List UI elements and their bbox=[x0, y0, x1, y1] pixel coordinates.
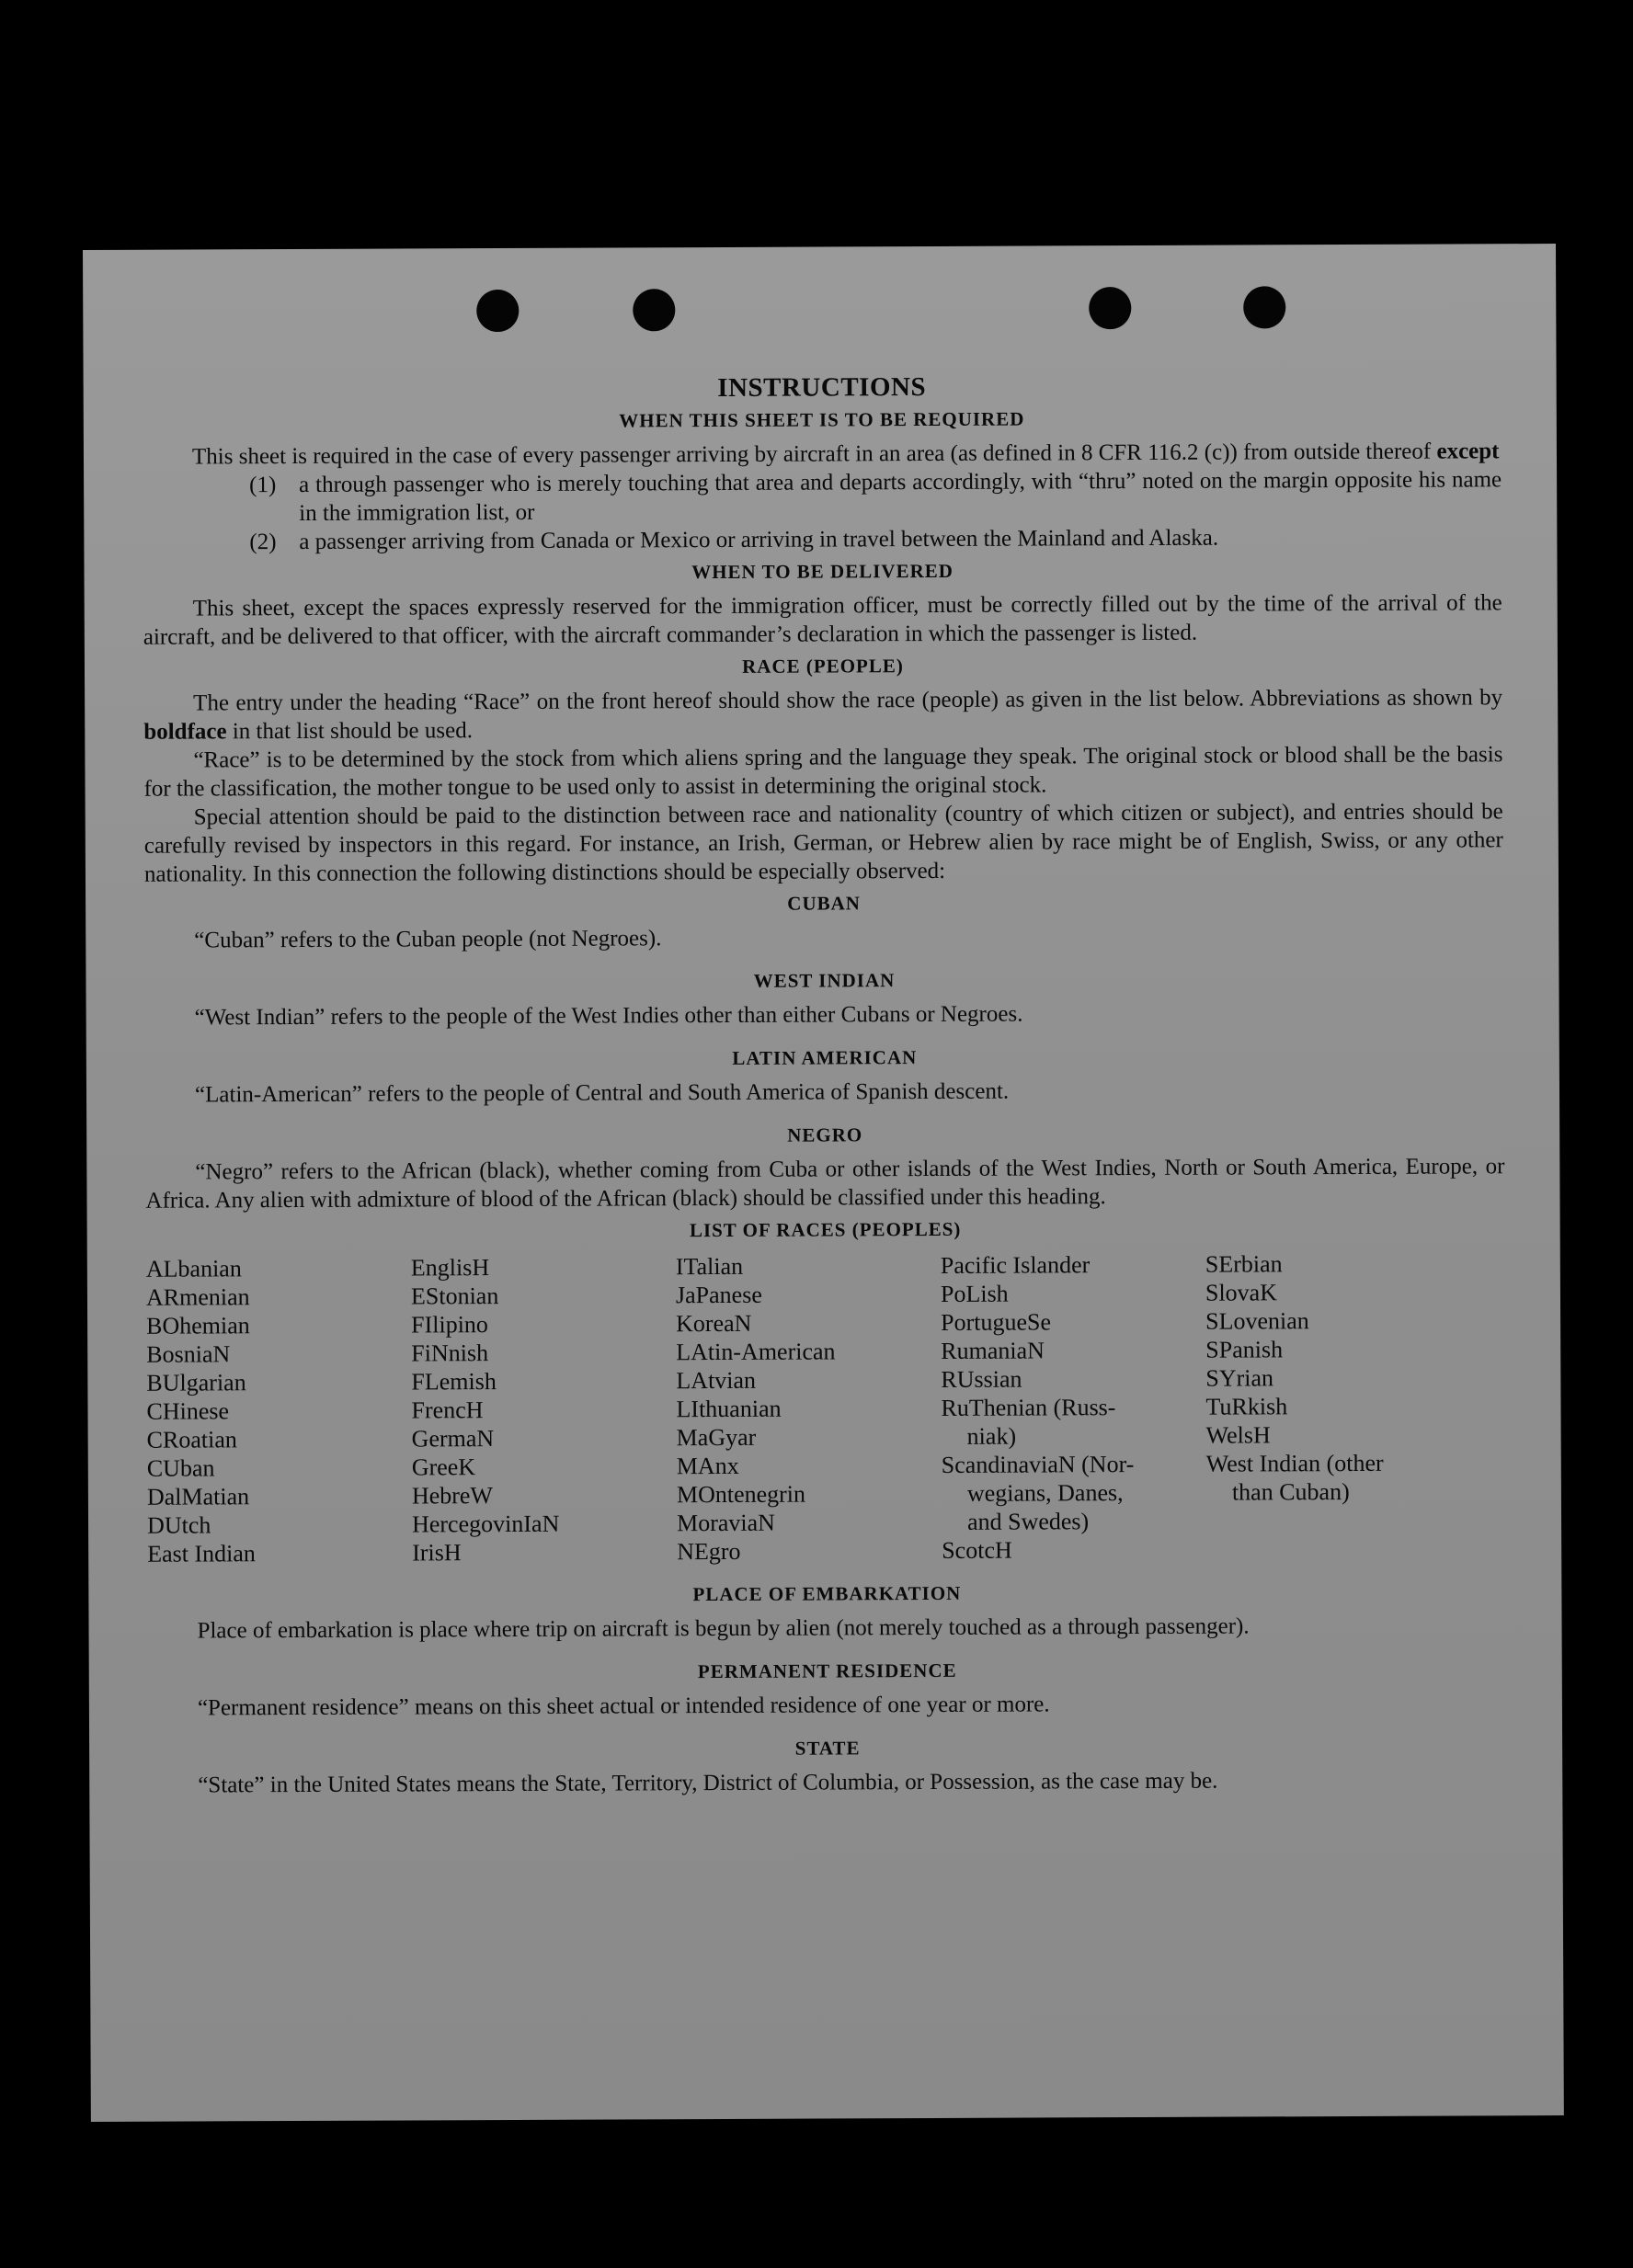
race-entry: DUtch bbox=[146, 1511, 211, 1539]
races-column bbox=[1205, 1249, 1445, 1564]
intro-except: except bbox=[1436, 439, 1500, 464]
race-entry: PortugueSe bbox=[941, 1308, 1052, 1336]
race-entry: MOntenegrin bbox=[676, 1480, 806, 1509]
item-number: (1) bbox=[249, 473, 277, 498]
race-entry: CRoatian bbox=[146, 1426, 237, 1453]
race-entry: SLovenian bbox=[1205, 1307, 1309, 1335]
race-boldface: boldface bbox=[143, 719, 227, 745]
cuban-text: “Cuban” refers to the Cuban people (not Negroes). bbox=[194, 926, 662, 953]
race-entry: and Swedes) bbox=[966, 1508, 1090, 1535]
race-entry: JaPanese bbox=[675, 1281, 762, 1309]
when-delivered-text: This sheet, except the spaces expressly reserved for the immigration officer, must be correctly filled out by the time of the arrival of the aircraft, and be delivered to that officer, with the aircraft commander’s declaration in which the passenger is listed. bbox=[143, 590, 1502, 650]
race-entry: MoraviaN bbox=[676, 1509, 775, 1537]
race-entry: TuRkish bbox=[1205, 1393, 1288, 1420]
race-entry: wegians, Danes, bbox=[966, 1479, 1124, 1507]
embarkation-heading: PLACE OF EMBARKATION bbox=[692, 1581, 962, 1606]
race-entry: MAnx bbox=[676, 1452, 739, 1480]
race-entry: FLemish bbox=[411, 1368, 497, 1396]
race-entry: EStonian bbox=[410, 1282, 499, 1310]
cuban-heading: CUBAN bbox=[787, 892, 861, 915]
race-entry: HercegovinIaN bbox=[411, 1510, 560, 1538]
race-entry: Pacific Islander bbox=[940, 1251, 1091, 1279]
intro-text: This sheet is required in the case of every passenger arriving by aircraft in an area (as defined in 8 CFR 116.2 (c)) from outside thereof bbox=[191, 439, 1437, 470]
embarkation-text: Place of embarkation is place where trip on aircraft is begun by alien (not merely touched as a through passenger). bbox=[197, 1613, 1250, 1644]
race-text: in that list should be used. bbox=[226, 718, 473, 745]
races-table bbox=[146, 1248, 1506, 1567]
race-entry: PoLish bbox=[940, 1280, 1009, 1307]
west-indian-text: “West Indian” refers to the people of the West Indies other than either Cubans or Negroes. bbox=[194, 1001, 1023, 1031]
west-indian-heading: WEST INDIAN bbox=[753, 969, 896, 992]
races-column bbox=[146, 1253, 412, 1567]
race-entry: ScotcH bbox=[942, 1536, 1012, 1564]
race-entry: LIthuanian bbox=[676, 1395, 782, 1423]
race-entry: ScandinaviaN (Nor- bbox=[941, 1451, 1135, 1478]
list-item bbox=[143, 522, 1502, 556]
punch-hole bbox=[1243, 286, 1285, 328]
race-paragraph-1 bbox=[143, 683, 1502, 746]
race-entry: BosniaN bbox=[146, 1340, 231, 1368]
punch-hole bbox=[1089, 287, 1131, 329]
state-text: “State” in the United States means the State, Territory, District of Columbia, or Possession, as the case may be. bbox=[198, 1768, 1218, 1798]
permanent-residence-text: “Permanent residence” means on this sheet actual or intended residence of one year or more. bbox=[197, 1692, 1050, 1721]
instructions-content bbox=[143, 370, 1508, 1799]
race-entry: DalMatian bbox=[146, 1483, 250, 1510]
item-number: (2) bbox=[249, 530, 277, 555]
race-entry: BUlgarian bbox=[146, 1369, 246, 1396]
race-entry: EnglisH bbox=[410, 1254, 490, 1282]
race-entry: NEgro bbox=[677, 1537, 741, 1566]
latin-american-heading: LATIN AMERICAN bbox=[732, 1046, 918, 1069]
race-entry: MaGyar bbox=[676, 1423, 757, 1452]
list-of-races-heading: LIST OF RACES (PEOPLES) bbox=[689, 1217, 962, 1242]
race-entry: FIlipino bbox=[411, 1311, 488, 1339]
race-entry: FrencH bbox=[411, 1396, 484, 1424]
race-entry: ARmenian bbox=[145, 1283, 250, 1311]
race-entry: GreeK bbox=[411, 1453, 476, 1481]
race-entry: SYrian bbox=[1205, 1364, 1274, 1392]
race-entry: FiNnish bbox=[411, 1339, 489, 1367]
race-entry: CUban bbox=[146, 1454, 215, 1482]
state-heading: STATE bbox=[794, 1737, 861, 1760]
race-text: The entry under the heading “Race” on the front hereof should show the race (people) as given in the list below. Abbreviations as shown by bbox=[193, 685, 1503, 716]
race-entry: GermaN bbox=[411, 1425, 495, 1453]
race-entry: than Cuban) bbox=[1231, 1478, 1350, 1506]
race-entry: CHinese bbox=[146, 1397, 230, 1425]
race-paragraph-3: Special attention should be paid to the distinction between race and nationality (country of which citizen or subject), and entries should be carefully revised by inspectors in this regard. For instance, an Irish, German, or Hebrew alien by race might be of English, Swiss, or any other nationality. In this connection the following distinctions should be especially observed: bbox=[143, 799, 1503, 887]
negro-heading: NEGRO bbox=[787, 1123, 863, 1146]
race-entry: SErbian bbox=[1205, 1250, 1283, 1278]
when-delivered-heading: WHEN TO BE DELIVERED bbox=[691, 559, 954, 584]
races-column bbox=[676, 1251, 942, 1566]
race-entry: SPanish bbox=[1205, 1336, 1284, 1363]
race-entry: LAtin-American bbox=[676, 1338, 836, 1366]
page-title: INSTRUCTIONS bbox=[717, 372, 927, 403]
race-entry: ITalian bbox=[675, 1252, 744, 1281]
race-entry: SlovaK bbox=[1205, 1279, 1278, 1306]
latin-american-text: “Latin-American” refers to the people of Central and South America of Spanish descent. bbox=[194, 1078, 1010, 1108]
race-entry: West Indian (other bbox=[1205, 1449, 1384, 1477]
race-heading: RACE (PEOPLE) bbox=[742, 655, 904, 678]
race-entry: LAtvian bbox=[676, 1366, 757, 1395]
race-entry: RuThenian (Russ- bbox=[941, 1394, 1116, 1421]
race-entry: ALbanian bbox=[145, 1255, 242, 1282]
race-entry: RUssian bbox=[941, 1365, 1022, 1393]
punch-hole bbox=[476, 290, 519, 332]
race-entry: niak) bbox=[966, 1422, 1017, 1450]
when-required-heading: WHEN THIS SHEET IS TO BE REQUIRED bbox=[619, 407, 1025, 432]
races-column bbox=[941, 1250, 1206, 1565]
race-entry: BOhemian bbox=[146, 1312, 250, 1339]
negro-text: “Negro” refers to the African (black), whether coming from Cuba or other islands of the West Indies, North or South America, Europe, or Africa. Any alien with admixture of blood of the African (black) should be classified under this heading. bbox=[145, 1154, 1505, 1214]
permanent-residence-heading: PERMANENT RESIDENCE bbox=[697, 1658, 957, 1683]
race-paragraph-2: “Race” is to be determined by the stock from which aliens spring and the language they speak. The original stock or blood shall be the basis for the classification, the mother tongue to be used only to assist in determining the original stock. bbox=[143, 742, 1503, 802]
race-entry: KoreaN bbox=[676, 1309, 752, 1338]
item-text: a passenger arriving from Canada or Mexico or arriving in travel between the Mainland and Alaska. bbox=[299, 525, 1219, 554]
race-entry: East Indian bbox=[147, 1540, 256, 1567]
instruction-sheet bbox=[83, 244, 1564, 2122]
punch-hole bbox=[633, 289, 675, 331]
race-entry: IrisH bbox=[412, 1539, 462, 1567]
races-column bbox=[411, 1252, 677, 1567]
list-item bbox=[143, 465, 1502, 528]
race-entry: WelsH bbox=[1205, 1421, 1271, 1449]
race-entry: HebreW bbox=[411, 1482, 494, 1510]
race-entry: RumaniaN bbox=[941, 1337, 1045, 1364]
item-text: a through passenger who is merely touching that area and departs accordingly, with “thru” noted on the margin opposite his name in the immigration list, or bbox=[299, 467, 1502, 526]
